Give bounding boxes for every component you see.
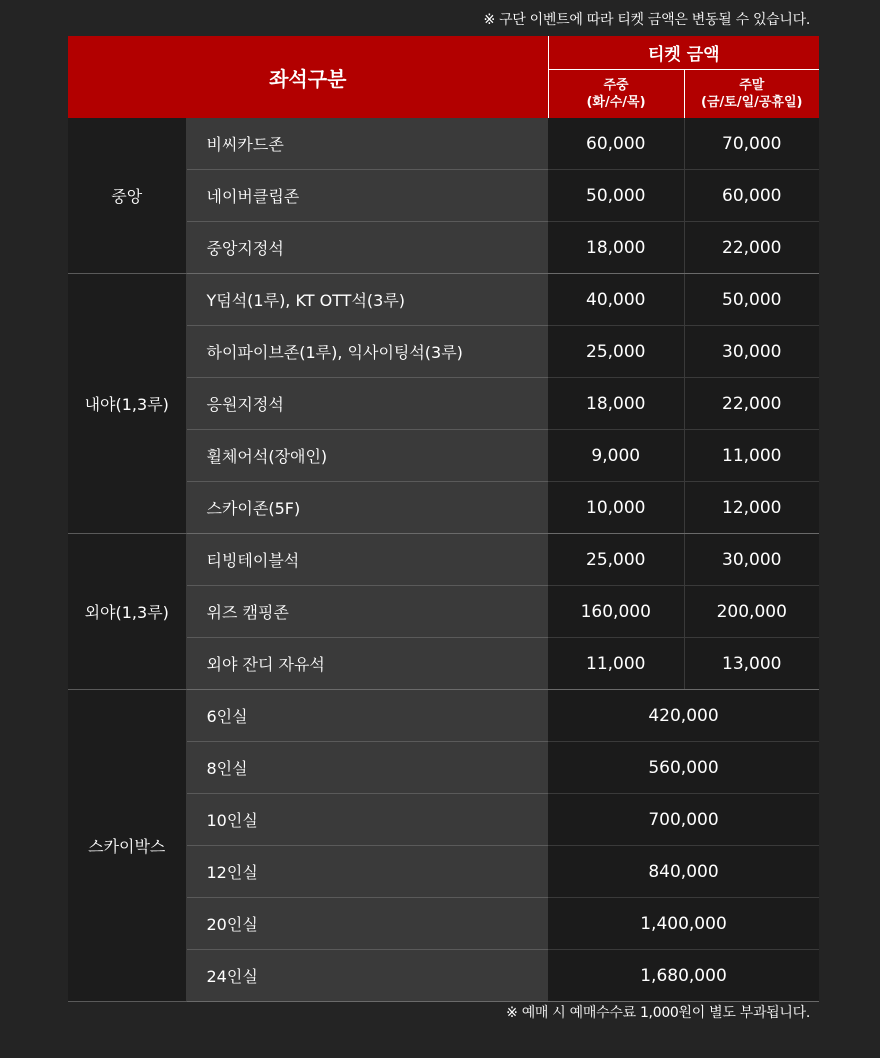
- seat-name: 10인실: [186, 794, 548, 846]
- seat-group-label: 외야(1,3루): [68, 534, 186, 690]
- table-row: [68, 534, 819, 586]
- weekend-price: 30,000: [684, 534, 819, 586]
- weekday-price: 11,000: [548, 638, 684, 690]
- seat-name: 티빙테이블석: [186, 534, 548, 586]
- seat-group-label: 중앙: [68, 118, 186, 274]
- table-row: [68, 690, 819, 742]
- seat-group-label: 내야(1,3루): [68, 274, 186, 534]
- seat-name: 응원지정석: [186, 378, 548, 430]
- weekend-price: 11,000: [684, 430, 819, 482]
- weekend-label: 주말: [739, 78, 765, 93]
- weekday-price: 18,000: [548, 378, 684, 430]
- weekday-price: 10,000: [548, 482, 684, 534]
- weekday-price: 9,000: [548, 430, 684, 482]
- seat-name: 하이파이브존(1루), 익사이팅석(3루): [186, 326, 548, 378]
- seat-name: 24인실: [186, 950, 548, 1002]
- weekend-price: 70,000: [684, 118, 819, 170]
- weekend-header: [684, 70, 819, 119]
- weekday-label: 주중: [603, 78, 629, 93]
- price-value: 420,000: [548, 690, 819, 742]
- price-value: 1,680,000: [548, 950, 819, 1002]
- weekday-header: [548, 70, 684, 119]
- seat-name: 스카이존(5F): [186, 482, 548, 534]
- table-body: [68, 118, 819, 1002]
- weekend-price: 30,000: [684, 326, 819, 378]
- notice-booking-fee: ※ 예매 시 예매수수료 1,000원이 별도 부과됩니다.: [506, 1005, 810, 1021]
- price-value: 840,000: [548, 846, 819, 898]
- seat-name: 중앙지정석: [186, 222, 548, 274]
- weekend-price: 60,000: [684, 170, 819, 222]
- weekday-price: 160,000: [548, 586, 684, 638]
- weekend-price: 12,000: [684, 482, 819, 534]
- table-row: [68, 118, 819, 170]
- seat-name: 8인실: [186, 742, 548, 794]
- table-row: [68, 274, 819, 326]
- price-value: 700,000: [548, 794, 819, 846]
- price-value: 1,400,000: [548, 898, 819, 950]
- weekday-price: 25,000: [548, 534, 684, 586]
- notice-price-change: ※ 구단 이벤트에 따라 티켓 금액은 변동될 수 있습니다.: [483, 12, 810, 28]
- weekend-price: 22,000: [684, 378, 819, 430]
- weekend-price: 50,000: [684, 274, 819, 326]
- seat-name: 12인실: [186, 846, 548, 898]
- seat-name: 비씨카드존: [186, 118, 548, 170]
- seat-name: Y덤석(1루), KT OTT석(3루): [186, 274, 548, 326]
- weekend-price: 22,000: [684, 222, 819, 274]
- weekday-price: 25,000: [548, 326, 684, 378]
- seat-name: 위즈 캠핑존: [186, 586, 548, 638]
- weekday-price: 50,000: [548, 170, 684, 222]
- table-header: [68, 36, 819, 118]
- weekday-price: 40,000: [548, 274, 684, 326]
- ticket-price-table: [68, 36, 819, 1002]
- ticket-price-header: 티켓 금액: [548, 36, 819, 70]
- weekday-price: 60,000: [548, 118, 684, 170]
- seat-group-label: 스카이박스: [68, 690, 186, 1002]
- seat-name: 6인실: [186, 690, 548, 742]
- weekday-price: 18,000: [548, 222, 684, 274]
- weekday-days: (화/수/목): [586, 95, 646, 110]
- seat-name: 휠체어석(장애인): [186, 430, 548, 482]
- seat-category-header: 좌석구분: [68, 36, 548, 118]
- weekend-price: 13,000: [684, 638, 819, 690]
- seat-name: 외야 잔디 자유석: [186, 638, 548, 690]
- seat-name: 20인실: [186, 898, 548, 950]
- price-value: 560,000: [548, 742, 819, 794]
- seat-name: 네이버클립존: [186, 170, 548, 222]
- weekend-days: (금/토/일/공휴일): [701, 95, 803, 110]
- weekend-price: 200,000: [684, 586, 819, 638]
